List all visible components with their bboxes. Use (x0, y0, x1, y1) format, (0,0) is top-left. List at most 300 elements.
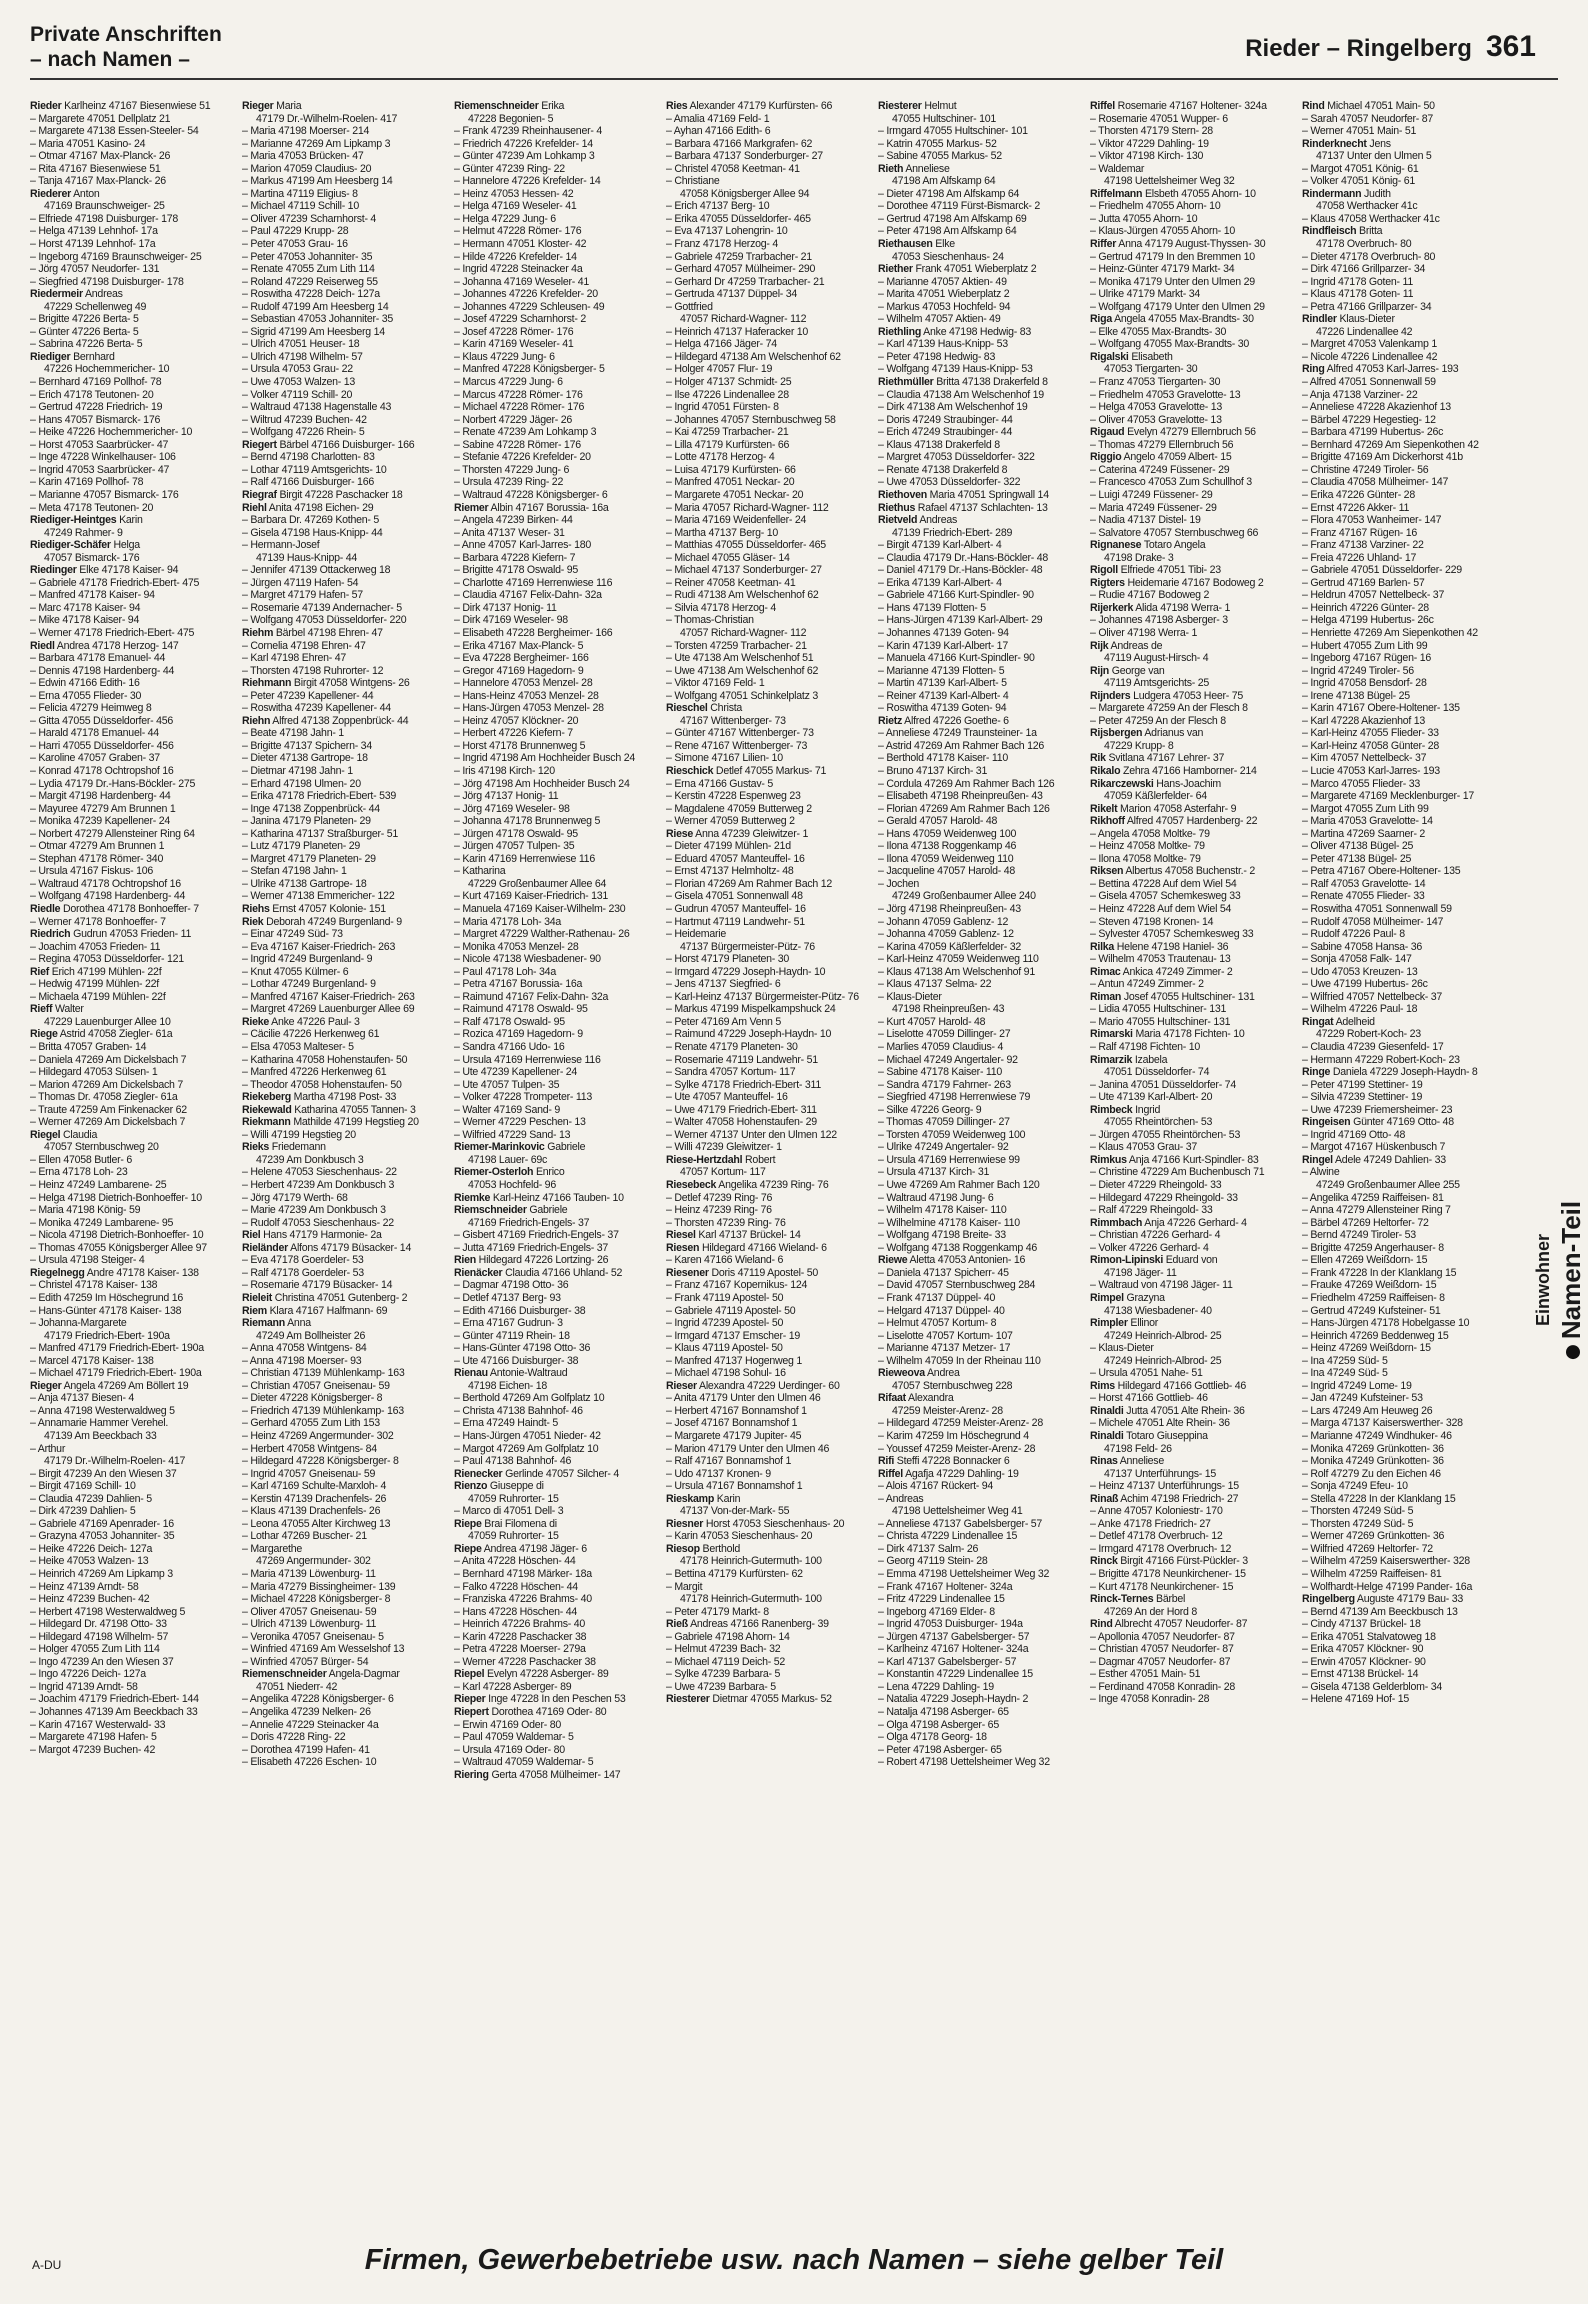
directory-entry: Riggio Angelo 47059 Albert- 15 (1090, 451, 1232, 464)
directory-entry: – Hans-Jürgen 47053 Menzel- 28 (454, 702, 604, 715)
directory-entry: – Jörg 47198 Am Hochheider Busch 24 (454, 777, 630, 790)
directory-entry: – Margit (666, 1580, 703, 1593)
directory-entry: – Janina 47179 Planeten- 29 (242, 815, 371, 828)
directory-entry: 47229 Lauenburger Allee 10 (44, 1015, 171, 1028)
directory-entry: – Wolfgang 47179 Unter den Ulmen 29 (1090, 300, 1265, 313)
directory-entry: – Daniela 47137 Spicherr- 45 (878, 1266, 1009, 1279)
directory-entry: – Erich 47137 Berg- 10 (666, 200, 770, 213)
directory-entry: – Günter 47119 Rhein- 18 (454, 1329, 570, 1342)
directory-entry: – Heinz 47057 Klöckner- 20 (454, 714, 579, 727)
directory-entry: – Jürgen 47057 Tulpen- 35 (454, 840, 575, 853)
directory-entry: Riekewald Katharina 47055 Tannen- 3 (242, 1103, 416, 1116)
directory-entry: 47226 Hochemmericher- 10 (44, 363, 170, 376)
directory-entry: 47198 Jäger- 11 (1104, 1266, 1177, 1279)
directory-entry: – Erika 47178 Friedrich-Ebert- 539 (242, 790, 397, 803)
directory-entry: – Karin 47167 Obere-Holtener- 135 (1302, 702, 1460, 715)
directory-entry: – Ingrid 47058 Bensdorf- 28 (1302, 677, 1427, 690)
directory-entry: – Udo 47137 Kronen- 9 (666, 1467, 771, 1480)
directory-entry: – Werner 47269 Grünkotten- 36 (1302, 1530, 1445, 1543)
directory-entry: – Felicia 47279 Heimweg 8 (30, 702, 152, 715)
directory-entry: – Daniel 47179 Dr.-Hans-Böckler- 48 (878, 564, 1043, 577)
directory-entry: – Marco di 47051 Dell- 3 (454, 1505, 564, 1518)
directory-entry: – Sigrid 47199 Am Heesberg 14 (242, 325, 385, 338)
directory-entry: – Sylvester 47057 Schemkesweg 33 (1090, 928, 1254, 941)
directory-entry: Riethausen Elke (878, 238, 955, 251)
directory-entry: – Berthold 47178 Kaiser- 110 (878, 752, 1009, 765)
directory-entry: – Peter 47198 Hedwig- 83 (878, 350, 996, 363)
directory-entry: 47198 Drake- 3 (1104, 551, 1174, 564)
directory-entry: – Günter 47226 Berta- 5 (30, 325, 139, 338)
directory-entry: – Klaus 47229 Jung- 6 (454, 350, 555, 363)
directory-entry: – Oliver 47138 Bügel- 25 (1302, 840, 1414, 853)
directory-entry: – Helga 47199 Hubertus- 26c (1302, 614, 1434, 627)
directory-entry: – Daniela 47269 Am Dickelsbach 7 (30, 1053, 187, 1066)
directory-entry: – Sonja 47058 Falk- 147 (1302, 953, 1412, 966)
directory-entry: – Horst 47178 Brunnenweg 5 (454, 739, 586, 752)
directory-entry: – Rudi 47138 Am Welschenhof 62 (666, 589, 819, 602)
directory-entry: Rimarski Maria 47178 Fichten- 10 (1090, 1028, 1245, 1041)
directory-entry: – Horst 47053 Saarbrücker- 47 (30, 438, 169, 451)
directory-entry: – Steven 47198 Kronen- 14 (1090, 915, 1214, 928)
section-side-tab (1532, 1130, 1586, 1430)
directory-entry: Rieder Karlheinz 47167 Biesenwiese 51 (30, 100, 211, 112)
directory-entry: – Katrin 47055 Markus- 52 (878, 137, 997, 150)
name-range-title: Rieder – Ringelberg (1245, 35, 1472, 62)
directory-entry: – Heinz 47269 Angermunder- 302 (242, 1429, 394, 1442)
directory-entry: Rikelt Marion 47058 Asterfahr- 9 (1090, 802, 1237, 815)
directory-entry: – Andreas (878, 1492, 924, 1505)
directory-entry: – Thorsten 47249 Süd- 5 (1302, 1505, 1414, 1518)
directory-entry: – Gerhard 47055 Zum Lith 153 (242, 1417, 380, 1430)
directory-entry: – Iris 47198 Kirch- 120 (454, 764, 555, 777)
directory-entry: – Marita 47051 Wieberplatz 2 (878, 288, 1010, 301)
directory-entry: – Bettina 47228 Auf dem Wiel 54 (1090, 877, 1237, 890)
directory-entry: – Ilona 47058 Moltke- 79 (1090, 852, 1201, 865)
directory-entry: – Erika 47055 Düsseldorfer- 465 (666, 212, 811, 225)
directory-entry: Riethling Anke 47198 Hedwig- 83 (878, 325, 1032, 338)
directory-entry: – Markus 47199 Mispelkampshuck 24 (666, 1003, 836, 1016)
directory-entry: Riemer Albin 47167 Borussia- 16a (454, 501, 609, 514)
directory-entry: – Eva 47137 Lohengrin- 10 (666, 225, 788, 238)
directory-entry: – Josef 47228 Römer- 176 (454, 325, 574, 338)
directory-entry: – Margot 47239 Buchen- 42 (30, 1743, 156, 1756)
directory-entry: – Helga 47053 Gravelotte- 13 (1090, 401, 1222, 414)
directory-entry: – Helga 47229 Jung- 6 (454, 212, 556, 225)
directory-entry: – Rosemarie 47051 Wupper- 6 (1090, 112, 1228, 125)
directory-entry: 47229 Robert-Koch- 23 (1316, 1028, 1421, 1041)
directory-entry: – Maria 47178 Loh- 34a (454, 915, 561, 928)
directory-entry: – Maria 47198 König- 59 (30, 1204, 141, 1217)
directory-entry: Rik Svitlana 47167 Lehrer- 37 (1090, 752, 1225, 765)
directory-entry: – Michael 47249 Angertaler- 92 (878, 1053, 1018, 1066)
directory-entry: – Hans-Jürgen 47139 Karl-Albert- 29 (878, 614, 1043, 627)
directory-entry: – Lutz 47179 Planeten- 29 (242, 840, 361, 853)
directory-entry: – Angela 47058 Moltke- 79 (1090, 827, 1210, 840)
directory-entry: – Konstantin 47229 Lindenallee 15 (878, 1668, 1033, 1681)
directory-entry: – Dieter 47228 Königsberger- 8 (242, 1392, 383, 1405)
directory-entry: – Hildegard 47138 Am Welschenhof 62 (666, 350, 841, 363)
directory-entry: Ring Alfred 47053 Karl-Jarres- 193 (1302, 363, 1459, 376)
directory-entry: – Erich 47249 Straubinger- 44 (878, 426, 1013, 439)
directory-entry: – Kim 47057 Nettelbeck- 37 (1302, 752, 1427, 765)
directory-entry: – Rosemarie 47119 Landwehr- 51 (666, 1053, 818, 1066)
directory-entry: – Claudia 47239 Giesenfeld- 17 (1302, 1041, 1444, 1054)
directory-entry: – Ursula 47167 Fiskus- 106 (30, 865, 154, 878)
directory-entry: – Christiane (666, 175, 720, 188)
directory-entry: 47137 Von-der-Mark- 55 (680, 1505, 790, 1518)
directory-entry: – Klaus 47119 Apostel- 50 (666, 1342, 783, 1355)
listing-column (1090, 100, 1288, 2165)
directory-entry: Riffelmann Elsbeth 47055 Ahorn- 10 (1090, 187, 1256, 200)
directory-entry: – Jochen (878, 877, 919, 890)
directory-entry: Rinderknecht Jens (1302, 137, 1391, 150)
directory-entry: – Heinrich 47137 Haferacker 10 (666, 325, 809, 338)
directory-entry: – Ralf 47178 Goerdeler- 53 (242, 1266, 364, 1279)
directory-entry: – Claudia 47179 Dr.-Hans-Böckler- 48 (878, 551, 1049, 564)
directory-entry: – Dirk 47169 Weseler- 98 (454, 614, 568, 627)
directory-entry: – Frank 47239 Rheinhausener- 4 (454, 125, 602, 138)
directory-entry: – Erika 47051 Stalvatoweg 18 (1302, 1630, 1436, 1643)
directory-entry: Rimpel Grazyna (1090, 1291, 1165, 1304)
directory-entry: – Georg 47119 Stein- 28 (878, 1555, 988, 1568)
directory-entry: – Waldemar (1090, 162, 1145, 175)
directory-entry: – Frank 47228 In der Klanklang 15 (1302, 1266, 1457, 1279)
directory-entry: – Michael 47198 Sohul- 16 (666, 1367, 786, 1380)
directory-entry: 47179 Dr.-Wilhelm-Roelen- 417 (44, 1455, 186, 1468)
directory-entry: – Christine 47249 Tiroler- 56 (1302, 463, 1429, 476)
directory-entry: – Elsa 47053 Malteser- 5 (242, 1041, 354, 1054)
directory-entry: – Erwin 47169 Oder- 80 (454, 1718, 561, 1731)
directory-entry: – Hubert 47055 Zum Lith 99 (1302, 639, 1428, 652)
directory-entry: – Klaus 47053 Grau- 37 (1090, 1141, 1197, 1154)
directory-entry: – Barbara 47199 Hubertus- 26c (1302, 426, 1444, 439)
directory-entry: – Detlef 47178 Overbruch- 12 (1090, 1530, 1223, 1543)
directory-entry: – Brigitte 47259 Angerhauser- 8 (1302, 1241, 1444, 1254)
directory-entry: – Hedwig 47199 Mühlen- 22f (30, 978, 159, 991)
directory-entry: – Paul 47229 Krupp- 28 (242, 225, 349, 238)
directory-entry: – Karin 47167 Westerwald- 33 (30, 1718, 166, 1731)
directory-entry: – Jan 47249 Kufsteiner- 53 (1302, 1392, 1423, 1405)
directory-entry: Rinck Birgit 47166 Fürst-Pückler- 3 (1090, 1555, 1248, 1568)
directory-entry: – Torsten 47059 Weidenweg 100 (878, 1128, 1026, 1141)
side-tab-line2-text: Namen-Teil (1556, 1200, 1586, 1340)
directory-entry: – Karl 47137 Gabelsberger- 57 (878, 1655, 1017, 1668)
directory-entry: – Hartmut 47119 Landwehr- 51 (666, 915, 805, 928)
directory-entry: – Udo 47053 Kreuzen- 13 (1302, 965, 1418, 978)
directory-entry: 47059 Ruhrorter- 15 (468, 1492, 559, 1505)
directory-entry: – Hildegard Dr. 47198 Otto- 33 (30, 1618, 167, 1631)
directory-entry: Rijsbergen Adrianus van (1090, 727, 1204, 740)
directory-entry: – Dieter 47229 Rheingold- 33 (1090, 1179, 1222, 1192)
directory-entry: – Marianne 47057 Aktien- 49 (878, 275, 1007, 288)
directory-entry: – Dirk 47138 Am Welschenhof 19 (878, 401, 1028, 414)
directory-entry: – Erna 47178 Loh- 23 (30, 1166, 128, 1179)
directory-entry: Riethoven Maria 47051 Springwall 14 (878, 488, 1049, 501)
directory-entry: – Wilfried 47229 Sand- 13 (454, 1128, 571, 1141)
directory-entry: Riehmann Birgit 47058 Wintgens- 26 (242, 677, 410, 690)
directory-entry: – Renate 47239 Am Lohkamp 3 (454, 426, 597, 439)
bullet-dot-icon (1566, 1345, 1580, 1359)
directory-entry: – Viktor 47169 Feld- 1 (666, 677, 765, 690)
directory-entry: 47057 Sternbuschweg 20 (44, 1141, 159, 1154)
directory-entry: – Monika 47179 Unter den Ulmen 29 (1090, 275, 1255, 288)
directory-entry: Riedle Dorothea 47178 Bonhoeffer- 7 (30, 903, 199, 915)
directory-entry: – Jacqueline 47057 Harold- 48 (878, 865, 1016, 878)
directory-entry: – Ute 47057 Manteuffel- 16 (666, 1091, 788, 1104)
directory-entry: – Regina 47053 Düsseldorfer- 121 (30, 953, 184, 966)
directory-entry: – Karim 47259 Im Höschegrund 4 (878, 1429, 1029, 1442)
directory-entry: – Rozica 47169 Hagedorn- 9 (454, 1028, 583, 1041)
directory-entry: – Erika 47226 Günter- 28 (1302, 488, 1415, 501)
directory-entry: – Lilla 47179 Kurfürsten- 66 (666, 438, 790, 451)
directory-entry: – Manuela 47169 Kaiser-Wilhelm- 230 (454, 903, 626, 915)
directory-entry: – Detlef 47239 Ring- 76 (666, 1191, 773, 1204)
directory-entry: – Anna 47058 Wintgens- 84 (242, 1342, 367, 1355)
directory-entry: Rienzo Giuseppe di (454, 1480, 544, 1493)
directory-entry: – Anja 47137 Biesen- 4 (30, 1392, 135, 1405)
directory-entry: – Rudie 47167 Bodoweg 2 (1090, 589, 1210, 602)
directory-entry: – Thorsten 47229 Jung- 6 (454, 463, 570, 476)
directory-entry: Riedrich Gudrun 47053 Frieden- 11 (30, 928, 192, 941)
directory-entry: – Maria 47053 Brücken- 47 (242, 150, 364, 163)
directory-entry: – Gabriele 47178 Friedrich-Ebert- 475 (30, 576, 200, 589)
directory-entry: Riewe Aletta 47053 Antonien- 16 (878, 1254, 1026, 1267)
directory-entry: – Ayhan 47166 Edith- 6 (666, 125, 771, 138)
directory-entry: – Karl 47139 Haus-Knipp- 53 (878, 338, 1008, 351)
directory-entry: – Mario 47055 Hultschiner- 131 (1090, 1015, 1231, 1028)
directory-entry: – Ingrid 47169 Otto- 48 (1302, 1128, 1406, 1141)
directory-entry: – Ursula 47053 Grau- 22 (242, 363, 353, 376)
directory-entry: – Waltraud 47138 Hagenstalle 43 (242, 401, 392, 414)
directory-entry: – Bettina 47179 Kurfürsten- 62 (666, 1567, 803, 1580)
directory-entry: – Dennis 47198 Hardenberg- 44 (30, 664, 175, 677)
directory-entry: – Edith 47259 Im Höschegrund 16 (30, 1291, 184, 1304)
directory-entry: Riegelnegg Andre 47178 Kaiser- 138 (30, 1266, 199, 1279)
directory-entry: – Arthur (30, 1442, 66, 1455)
directory-entry: – Angelika 47239 Nelken- 26 (242, 1706, 371, 1718)
directory-entry: – Tanja 47167 Max-Planck- 26 (30, 175, 166, 188)
directory-entry: 47057 Sternbuschweg 228 (892, 1379, 1013, 1392)
directory-entry: 47229 Krupp- 8 (1104, 739, 1174, 752)
directory-entry: – Margarete 47198 Hafen- 5 (30, 1731, 157, 1744)
directory-entry: – Christian 47139 Mühlenkamp- 163 (242, 1367, 405, 1380)
directory-entry: – Brigitte 47226 Berta- 5 (30, 313, 139, 326)
directory-entry: – Barbara Dr. 47269 Kothen- 5 (242, 514, 380, 527)
directory-entry: – Dorothea 47199 Hafen- 41 (242, 1743, 370, 1756)
directory-entry: – Ursula 47169 Herrenwiese 116 (454, 1053, 601, 1066)
directory-entry: – Herbert 47167 Bonnamshof 1 (666, 1404, 807, 1417)
directory-entry: – Peter 47259 An der Flesch 8 (1090, 714, 1226, 727)
directory-entry: – Dirk 47137 Salm- 26 (878, 1542, 979, 1555)
directory-entry: – Hannelore 47053 Menzel- 28 (454, 677, 593, 690)
directory-entry: – Gabriele 47119 Apostel- 50 (666, 1304, 796, 1317)
directory-entry: – Ilona 47059 Weidenweg 110 (878, 852, 1014, 865)
directory-entry: Rijn George van (1090, 664, 1165, 677)
directory-entry: – Gisbert 47169 Friedrich-Engels- 37 (454, 1229, 619, 1242)
directory-entry: – Michele 47051 Alte Rhein- 36 (1090, 1417, 1230, 1430)
directory-entry: Rienäcker Claudia 47166 Uhland- 52 (454, 1266, 623, 1279)
directory-entry: Ringel Adele 47249 Dahlien- 33 (1302, 1153, 1446, 1166)
directory-entry: – Magdalene 47059 Butterweg 2 (666, 802, 812, 815)
directory-entry: – Wilhelm 47226 Paul- 18 (1302, 1003, 1418, 1016)
directory-entry: – Luigi 47249 Füssener- 29 (1090, 488, 1213, 501)
directory-entry: – Birgit 47169 Schill- 10 (30, 1480, 136, 1493)
directory-entry: 47198 Uettelsheimer Weg 41 (892, 1505, 1023, 1518)
directory-entry: – Ute 47139 Karl-Albert- 20 (1090, 1091, 1213, 1104)
directory-entry: – Kerstin 47228 Espenweg 23 (666, 790, 801, 803)
directory-entry: – Elisabeth 47226 Eschen- 10 (242, 1756, 377, 1769)
directory-entry: – Karl-Heinz 47058 Günter- 28 (1302, 739, 1440, 752)
directory-entry: Rinaldi Totaro Giuseppina (1090, 1429, 1208, 1442)
directory-entry: – Caterina 47249 Füssener- 29 (1090, 463, 1230, 476)
directory-entry: – Margarete 47138 Essen-Steeler- 54 (30, 125, 199, 138)
directory-entry: – Frauke 47269 Weißdorn- 15 (1302, 1279, 1437, 1292)
directory-entry: – Francesco 47053 Zum Schullhof 3 (1090, 476, 1252, 489)
directory-entry: – Uwe 47239 Barbara- 5 (666, 1680, 776, 1693)
directory-entry: Riek Deborah 47249 Burgenland- 9 (242, 915, 402, 928)
directory-entry: – Gabriele 47166 Kurt-Spindler- 90 (878, 589, 1034, 602)
directory-entry: – Cindy 47137 Brückel- 18 (1302, 1618, 1421, 1631)
directory-entry: Riffel Agafja 47229 Dahling- 19 (878, 1467, 1019, 1480)
directory-entry: Riese Anna 47239 Gleiwitzer- 1 (666, 827, 809, 840)
directory-entry: Riedermeir Andreas (30, 288, 123, 301)
directory-entry: – Ingrid 47057 Gneisenau- 59 (242, 1467, 376, 1480)
directory-entry: – Anita 47228 Höschen- 44 (454, 1555, 576, 1568)
directory-entry: – Manfred 47137 Hogenweg 1 (666, 1354, 803, 1367)
directory-entry: – Ralf 47198 Fichten- 10 (1090, 1041, 1201, 1054)
directory-entry: – Oliver 47239 Scharnhorst- 4 (242, 212, 377, 225)
directory-entry: – Karin 47139 Karl-Albert- 17 (878, 639, 1008, 652)
directory-entry: Riediger-Heintges Karin (30, 514, 143, 527)
directory-entry: – Sarah 47057 Neudorfer- 87 (1302, 112, 1434, 125)
directory-entry: – Maria 47249 Füssener- 29 (1090, 501, 1217, 514)
directory-entry: – Roswitha 47051 Sonnenwall 59 (1302, 903, 1452, 915)
directory-entry: – Renate 47179 Planeten- 30 (666, 1041, 798, 1054)
directory-entry: – Gabriele 47198 Ahorn- 14 (666, 1630, 790, 1643)
directory-entry: 47198 Lauer- 69c (468, 1153, 548, 1166)
directory-entry: – Herbert 47226 Kiefern- 7 (454, 727, 573, 740)
directory-entry: – Sandra 47179 Fahrner- 263 (878, 1078, 1011, 1091)
directory-entry: Riekmann Mathilde 47199 Hegstieg 20 (242, 1116, 419, 1129)
directory-entry: – Jörg 47179 Werth- 68 (242, 1191, 348, 1204)
directory-entry: – Peter 47179 Markt- 8 (666, 1605, 769, 1618)
directory-entry: 47249 Heinrich-Albrod- 25 (1104, 1329, 1222, 1342)
directory-entry: – Christian 47226 Gerhard- 4 (1090, 1229, 1221, 1242)
directory-entry: Riga Angela 47055 Max-Brandts- 30 (1090, 313, 1254, 326)
directory-entry: – Anja 47138 Varziner- 22 (1302, 388, 1418, 401)
directory-entry: 47229 Großenbaumer Allee 64 (468, 877, 607, 890)
directory-entry: – Ina 47249 Süd- 5 (1302, 1367, 1388, 1380)
directory-entry: – Jürgen 47178 Oswald- 95 (454, 827, 578, 840)
directory-entry: – Johannes 47198 Asberger- 3 (1090, 614, 1228, 627)
directory-entry: – Brigitte 47178 Oswald- 95 (454, 564, 578, 577)
directory-entry: – Frank 47137 Düppel- 40 (878, 1291, 996, 1304)
directory-entry: – Lothar 47269 Buscher- 21 (242, 1530, 367, 1543)
directory-entry: – Johanna 47059 Gablenz- 12 (878, 928, 1014, 941)
directory-entry: – Eva 47178 Goerdeler- 53 (242, 1254, 364, 1267)
directory-entry: – Alwine (1302, 1166, 1340, 1179)
directory-entry: – Margarethe (242, 1542, 303, 1555)
directory-entry: – Joachim 47053 Frieden- 11 (30, 940, 161, 953)
directory-entry: – Karin 47169 Weseler- 41 (454, 338, 574, 351)
directory-entry: – Anne 47057 Karl-Jarres- 180 (454, 539, 592, 552)
directory-entry: – Bernd 47139 Am Beeckbusch 13 (1302, 1605, 1458, 1618)
directory-entry: – Christa 47229 Lindenallee 15 (878, 1530, 1018, 1543)
listing-column (1302, 100, 1500, 2165)
directory-entry: – Hans 47228 Höschen- 44 (454, 1605, 577, 1618)
directory-entry: Rieskamp Karin (666, 1492, 741, 1505)
directory-entry: Rieff Walter (30, 1003, 84, 1016)
directory-entry: – Hermann 47051 Kloster- 42 (454, 238, 587, 251)
directory-entry: – Margret 47179 Planeten- 29 (242, 852, 376, 865)
directory-entry: – Hans 47139 Flotten- 5 (878, 601, 986, 614)
directory-entry: 47057 Richard-Wagner- 112 (680, 626, 807, 639)
directory-entry: – Margot 47055 Zum Lith 99 (1302, 802, 1429, 815)
directory-entry: Rieks Friedemann (242, 1141, 326, 1154)
directory-entry: 47055 Rheintörchen- 53 (1104, 1116, 1213, 1129)
directory-entry: – Josef 47167 Bonnamshof 1 (666, 1417, 798, 1430)
directory-entry: – Uwe 47269 Am Rahmer Bach 120 (878, 1179, 1040, 1192)
directory-entry: – Karl-Heinz 47137 Bürgermeister-Pütz- 76 (666, 990, 859, 1003)
directory-entry: – Frank 47167 Holtener- 324a (878, 1580, 1013, 1593)
directory-entry: – Werner 47051 Main- 51 (1302, 125, 1417, 138)
directory-entry: – Heinz 47239 Ring- 76 (666, 1204, 772, 1217)
directory-entry: – Theodor 47058 Hohenstaufen- 50 (242, 1078, 402, 1091)
directory-entry: – Franz 47167 Rügen- 16 (1302, 526, 1417, 539)
directory-entry: – Renate 47138 Drakerfeld 8 (878, 463, 1008, 476)
directory-entry: Rijerkerk Alida 47198 Werra- 1 (1090, 601, 1231, 614)
directory-entry: – Waltraud 47198 Jung- 6 (878, 1191, 994, 1204)
directory-entry: 47055 Hultschiner- 101 (892, 112, 997, 125)
directory-entry: Riemschneider Gabriele (454, 1204, 568, 1217)
directory-entry: – Walter 47169 Sand- 9 (454, 1103, 560, 1116)
directory-entry: – Karl-Heinz 47055 Flieder- 33 (1302, 727, 1439, 740)
directory-entry: – Herbert 47058 Wintgens- 84 (242, 1442, 377, 1455)
directory-entry: Riethus Rafael 47137 Schlachten- 13 (878, 501, 1048, 514)
directory-entry: Rignanese Totaro Angela (1090, 539, 1206, 552)
directory-entry: Rieß Andreas 47166 Ranenberg- 39 (666, 1618, 829, 1631)
directory-entry: – Einar 47249 Süd- 73 (242, 928, 343, 941)
directory-entry: – Margret 47179 Hafen- 57 (242, 589, 363, 602)
listing-column (30, 100, 228, 2165)
directory-entry: – Karina 47059 Käßlerfelder- 32 (878, 940, 1022, 953)
directory-entry: – Hildegard 47053 Sülsen- 1 (30, 1066, 158, 1079)
directory-entry: Rieth Anneliese (878, 162, 950, 175)
directory-entry: – Gerhard Dr 47259 Trarbacher- 21 (666, 275, 825, 288)
directory-entry: – Michael 47119 Schill- 10 (242, 200, 359, 213)
directory-entry: 47059 Käßlerfelder- 64 (1104, 790, 1207, 803)
directory-entry: 47058 Werthacker 41c (1316, 200, 1418, 213)
directory-entry: – Wolfgang 47226 Rhein- 5 (242, 426, 365, 439)
directory-entry: – Kai 47259 Trarbacher- 21 (666, 426, 789, 439)
directory-entry: – Lothar 47119 Amtsgerichts- 10 (242, 463, 387, 476)
directory-entry: – Kerstin 47139 Drachenfels- 26 (242, 1492, 387, 1505)
directory-entry: – Waltraud 47059 Waldemar- 5 (454, 1756, 594, 1769)
directory-entry: – Ursula 47198 Steiger- 4 (30, 1254, 145, 1267)
directory-entry: – Volker 47119 Schill- 20 (242, 388, 353, 401)
directory-entry: – Maria 47053 Gravelotte- 14 (1302, 815, 1433, 828)
directory-entry: – Peter 47138 Bügel- 25 (1302, 852, 1412, 865)
directory-entry: – Falko 47228 Höschen- 44 (454, 1580, 578, 1593)
directory-entry: – Manfred 47226 Herkenweg 61 (242, 1066, 387, 1079)
directory-entry: – Christa 47138 Bahnhof- 46 (454, 1404, 583, 1417)
directory-entry: Rinck-Ternes Bärbel (1090, 1593, 1186, 1606)
directory-entry: – Ingrid 47139 Arndt- 58 (30, 1680, 138, 1693)
directory-entry: Rigaud Evelyn 47279 Ellernbruch 56 (1090, 426, 1256, 439)
directory-entry: 47139 Haus-Knipp- 44 (256, 551, 358, 564)
directory-entry: – Manfred 47228 Königsberger- 5 (454, 363, 605, 376)
directory-entry: – Johannes 47139 Goten- 94 (878, 626, 1009, 639)
